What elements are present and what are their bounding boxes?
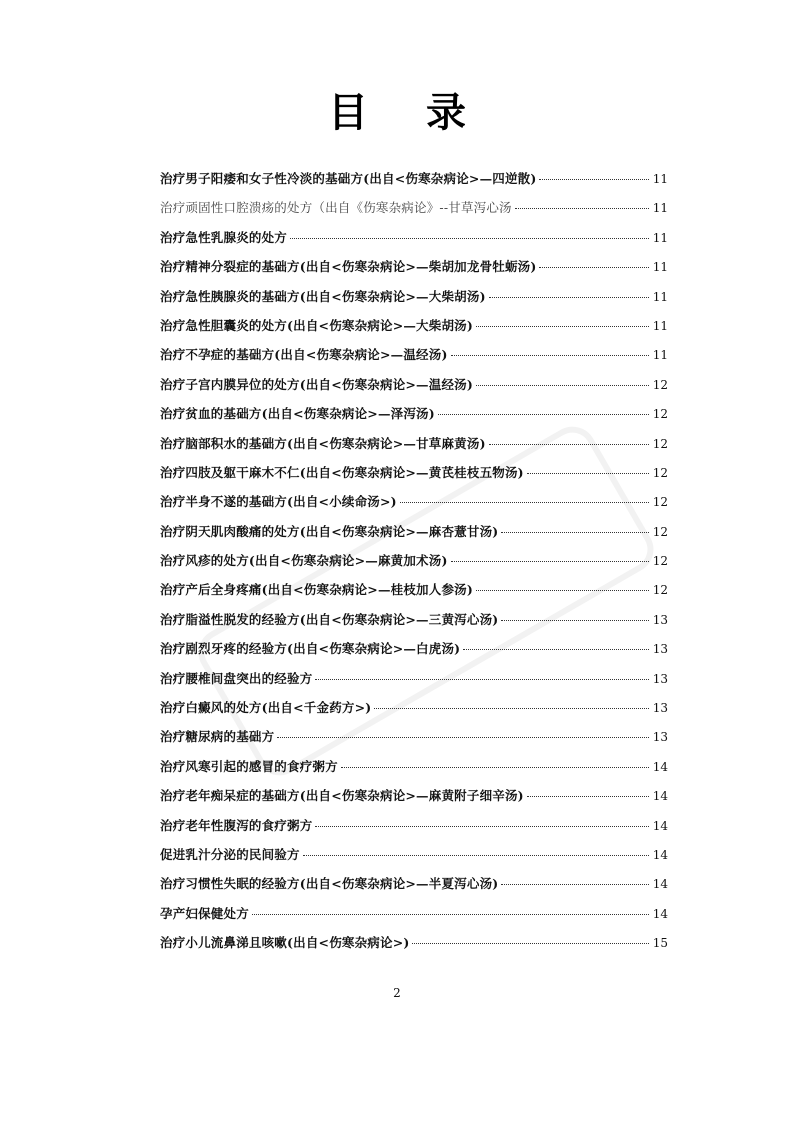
toc-entry-title: 治疗风寒引起的感冒的食疗粥方 — [160, 758, 338, 774]
toc-entry-page: 11 — [652, 201, 668, 216]
toc-entry[interactable] — [160, 578, 668, 607]
toc-entry[interactable] — [160, 931, 668, 960]
toc-leader-dots — [463, 649, 649, 650]
toc-entry-title: 治疗贫血的基础方(出自<伤寒杂病论>—泽泻汤) — [160, 406, 435, 422]
toc-entry[interactable] — [160, 461, 668, 490]
toc-leader-dots — [315, 679, 649, 680]
toc-entry-title: 治疗男子阳痿和女子性冷淡的基础方(出自<伤寒杂病论>—四逆散) — [160, 171, 537, 186]
toc-entry[interactable] — [160, 637, 668, 666]
toc-leader-dots — [412, 943, 649, 944]
toc-entry-title: 促进乳汁分泌的民间验方 — [160, 846, 300, 862]
toc-entry[interactable] — [160, 814, 668, 843]
toc-entry-title: 治疗白癜风的处方(出自<千金药方>) — [160, 700, 372, 716]
toc-entry-page: 11 — [652, 172, 668, 186]
toc-entry-page: 12 — [652, 465, 668, 480]
toc-entry-page: 14 — [652, 847, 668, 862]
toc-entry[interactable] — [160, 167, 668, 196]
toc-entry-page: 11 — [652, 348, 668, 363]
toc-entry-title: 治疗四肢及躯干麻木不仁(出自<伤寒杂病论>—黄芪桂枝五物汤) — [160, 464, 524, 480]
page-title: 目 录 — [328, 89, 488, 136]
toc-leader-dots — [438, 414, 649, 415]
toc-leader-dots — [476, 590, 649, 591]
toc-entry-title: 治疗糖尿病的基础方 — [160, 729, 275, 745]
toc-entry-page: 15 — [652, 936, 668, 951]
toc-entry[interactable] — [160, 843, 668, 872]
toc-entry-page: 14 — [652, 789, 668, 804]
toc-entry-page: 12 — [652, 377, 668, 392]
toc-leader-dots — [539, 179, 649, 180]
toc-entry[interactable] — [160, 549, 668, 578]
toc-leader-dots — [374, 708, 649, 709]
toc-entry-page: 12 — [652, 554, 668, 569]
toc-leader-dots — [501, 884, 649, 885]
toc-leader-dots — [476, 326, 649, 327]
toc-entry-title: 治疗脂溢性脱发的经验方(出自<伤寒杂病论>—三黄泻心汤) — [160, 611, 499, 627]
toc-leader-dots — [341, 767, 649, 768]
toc-entry-page: 13 — [652, 701, 668, 716]
toc-entry-title: 治疗老年痴呆症的基础方(出自<伤寒杂病论>—麻黄附子细辛汤) — [160, 788, 524, 804]
toc-entry-page: 13 — [652, 642, 668, 657]
toc-entry-title: 治疗产后全身疼痛(出自<伤寒杂病论>—桂枝加人参汤) — [160, 582, 473, 598]
toc-entry-title: 治疗子宫内膜异位的处方(出自<伤寒杂病论>—温经汤) — [160, 376, 473, 392]
toc-leader-dots — [527, 796, 649, 797]
toc-entry[interactable] — [160, 520, 668, 549]
toc-entry-page: 14 — [652, 759, 668, 774]
toc-leader-dots — [501, 620, 649, 621]
toc-entry[interactable] — [160, 196, 668, 225]
toc-entry-title: 治疗腰椎间盘突出的经验方 — [160, 670, 313, 686]
toc-entry[interactable] — [160, 490, 668, 519]
toc-entry-title: 治疗急性胰腺炎的基础方(出自<伤寒杂病论>—大柴胡汤) — [160, 288, 486, 304]
toc-leader-dots — [290, 238, 649, 239]
toc-entry[interactable] — [160, 784, 668, 813]
page-number: 2 — [393, 986, 401, 1000]
toc-entry-title: 治疗急性乳腺炎的处方 — [160, 229, 288, 245]
toc-entry-title: 治疗习惯性失眠的经验方(出自<伤寒杂病论>—半夏泻心汤) — [160, 876, 499, 892]
toc-leader-dots — [277, 737, 649, 738]
toc-entry-page: 12 — [652, 524, 668, 539]
toc-leader-dots — [476, 385, 649, 386]
toc-entry-title: 孕产妇保健处方 — [160, 905, 249, 921]
toc-entry-title: 治疗精神分裂症的基础方(出自<伤寒杂病论>—柴胡加龙骨牡蛎汤) — [160, 259, 537, 275]
toc-entry[interactable] — [160, 226, 668, 255]
toc-entry-page: 12 — [652, 407, 668, 422]
toc-entry-title: 治疗剧烈牙疼的经验方(出自<伤寒杂病论>—白虎汤) — [160, 641, 461, 657]
toc-entry-page: 11 — [652, 318, 668, 333]
toc-entry-page: 12 — [652, 495, 668, 510]
toc-entry[interactable] — [160, 373, 668, 402]
toc-entry-title: 治疗老年性腹泻的食疗粥方 — [160, 817, 313, 833]
toc-entry[interactable] — [160, 725, 668, 754]
toc-leader-dots — [515, 208, 649, 209]
toc-entry-page: 14 — [652, 877, 668, 892]
toc-entry[interactable] — [160, 343, 668, 372]
toc-leader-dots — [252, 914, 649, 915]
toc-entry-title: 治疗风疹的处方(出自<伤寒杂病论>—麻黄加术汤) — [160, 553, 448, 569]
toc-leader-dots — [489, 297, 649, 298]
toc-entry[interactable] — [160, 314, 668, 343]
toc-entry-page: 14 — [652, 906, 668, 921]
toc-leader-dots — [451, 561, 649, 562]
toc-entry[interactable] — [160, 902, 668, 931]
toc-entry-title: 治疗不孕症的基础方(出自<伤寒杂病论>—温经汤) — [160, 347, 448, 363]
toc-entry[interactable] — [160, 285, 668, 314]
toc-leader-dots — [539, 267, 649, 268]
toc-entry-page: 13 — [652, 612, 668, 627]
toc-entry-title: 治疗半身不遂的基础方(出自<小续命汤>) — [160, 494, 397, 510]
toc-entry[interactable] — [160, 432, 668, 461]
toc-entry-page: 12 — [652, 583, 668, 598]
toc-entry-page: 11 — [652, 289, 668, 304]
toc-entry-page: 12 — [652, 436, 668, 451]
toc-entry[interactable] — [160, 755, 668, 784]
toc-entry[interactable] — [160, 667, 668, 696]
toc-leader-dots — [451, 355, 649, 356]
toc-entry-page: 11 — [652, 230, 668, 245]
toc-entry-title: 治疗脑部积水的基础方(出自<伤寒杂病论>—甘草麻黄汤) — [160, 435, 486, 451]
toc-entry[interactable] — [160, 696, 668, 725]
table-of-contents — [160, 167, 668, 961]
toc-entry-title: 治疗顽固性口腔溃疡的处方（出自《伤寒杂病论》--甘草泻心汤 — [160, 200, 512, 216]
toc-leader-dots — [527, 473, 649, 474]
toc-entry-page: 11 — [652, 260, 668, 275]
toc-leader-dots — [400, 502, 649, 503]
toc-entry-page: 13 — [652, 671, 668, 686]
toc-leader-dots — [489, 444, 649, 445]
toc-entry[interactable] — [160, 255, 668, 284]
toc-leader-dots — [501, 532, 649, 533]
toc-entry-page: 13 — [652, 730, 668, 745]
toc-entry-page: 14 — [652, 818, 668, 833]
toc-leader-dots — [303, 855, 649, 856]
toc-entry-title: 治疗小儿流鼻涕且咳嗽(出自<伤寒杂病论>) — [160, 935, 410, 951]
toc-entry[interactable] — [160, 608, 668, 637]
toc-entry[interactable] — [160, 872, 668, 901]
toc-leader-dots — [315, 826, 649, 827]
toc-entry[interactable] — [160, 402, 668, 431]
toc-entry-title: 治疗急性胆囊炎的处方(出自<伤寒杂病论>—大柴胡汤) — [160, 317, 473, 333]
toc-entry-title: 治疗阴天肌肉酸痛的处方(出自<伤寒杂病论>—麻杏薏甘汤) — [160, 523, 499, 539]
